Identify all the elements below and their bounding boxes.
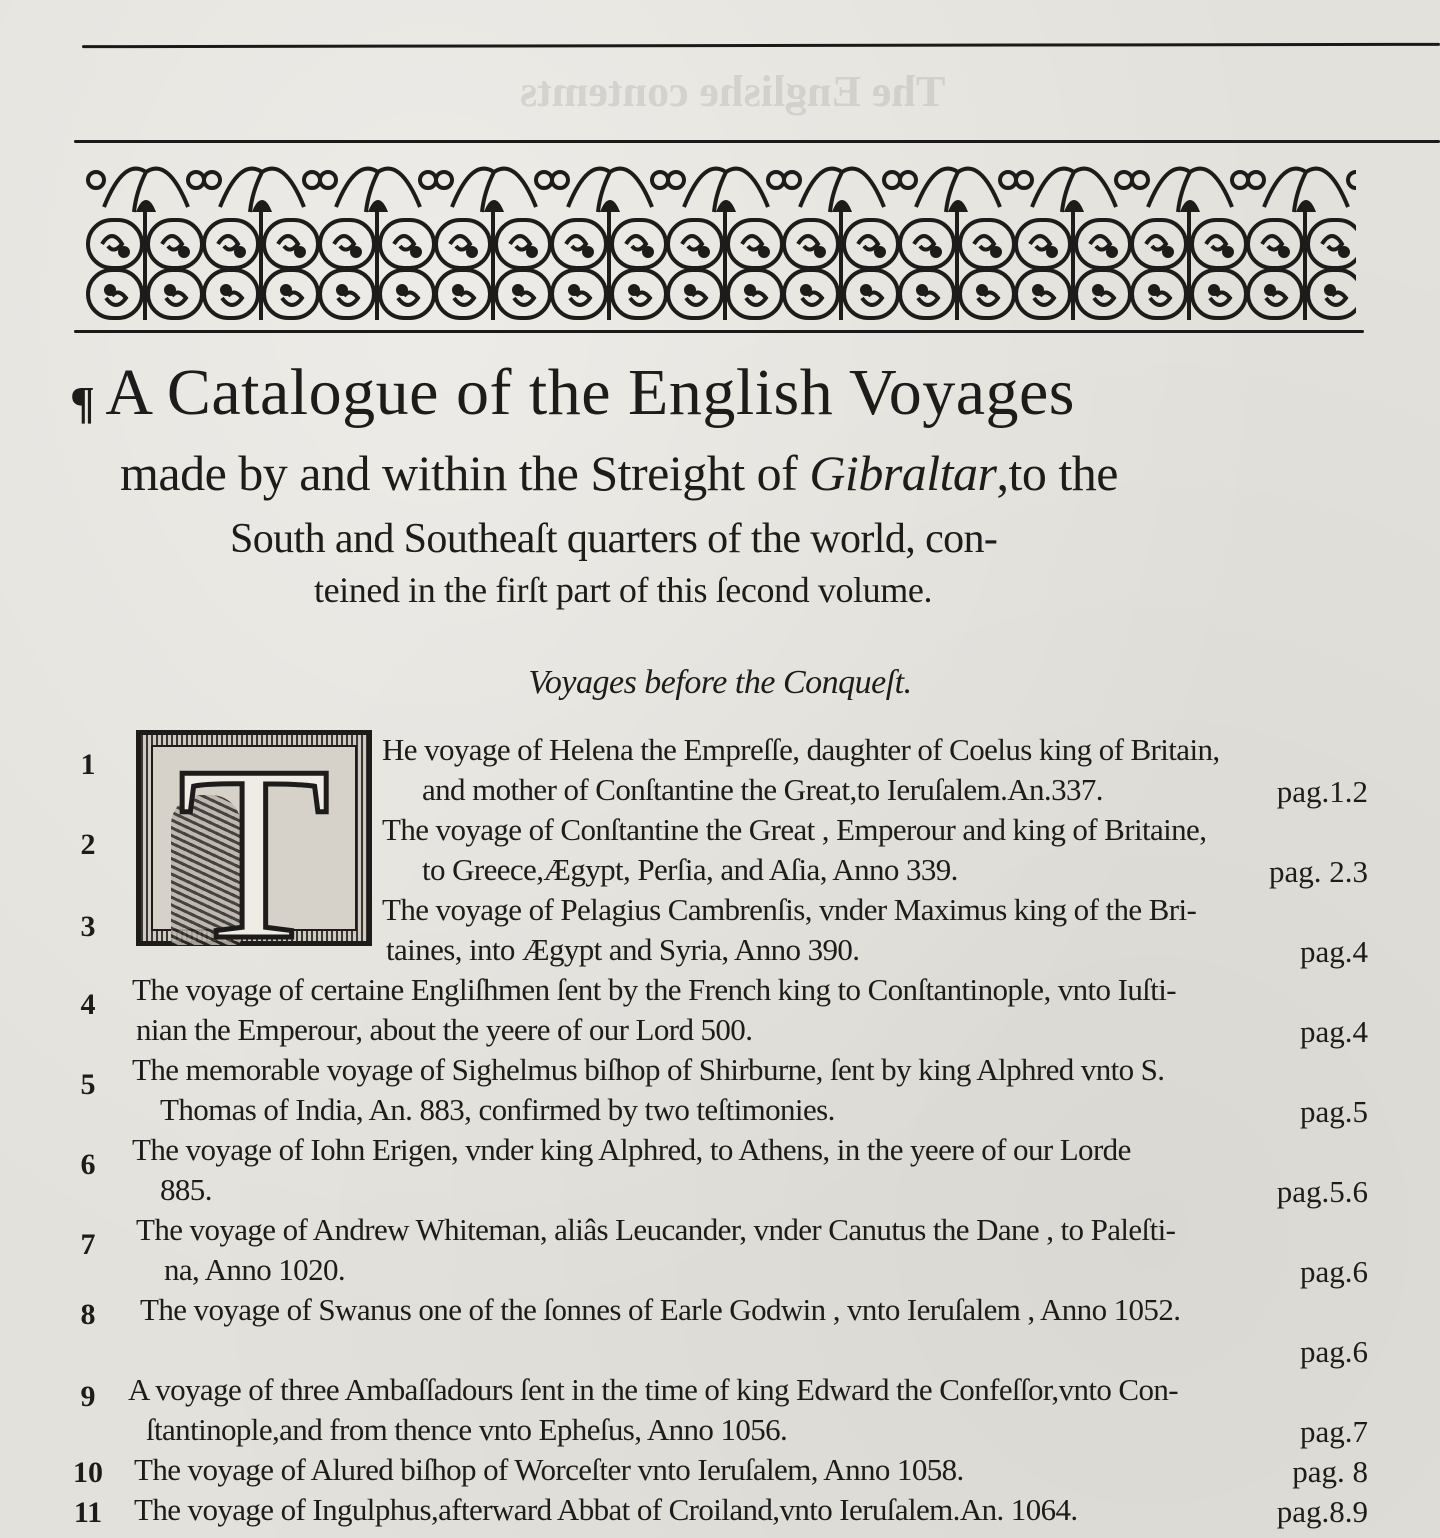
entry-text: to Greece,Ægypt, Perſia, and Aſia, Anno 339. [422,852,958,887]
entry-number: 5 [80,1068,96,1101]
woodcut-drop-cap: T [136,730,372,946]
entry-text: The voyage of Andrew Whiteman, aliâs Leucander, vnder Canutus the Dane , to Paleſti- [136,1212,1176,1247]
entry-text: The voyage of Conſtantine the Great , Emperour and king of Britaine, [382,812,1207,847]
title-line-3: South and Southeaſt quarters of the world, con- [230,516,998,562]
entry-number: 8 [80,1298,96,1331]
entry-text: The voyage of Ingulphus,afterward Abbat of Croiland,vnto Ieruſalem.An. 1064. [134,1492,1078,1527]
page-reference: pag.4 [1299,1014,1368,1049]
page-reference: pag.4 [1299,934,1368,969]
section-heading: Voyages before the Conqueſt. [528,664,912,701]
title-line-1: ¶ A Catalogue of the English Voyages [70,356,1075,429]
entry-text: nian the Emperour, about the yeere of our Lord 500. [136,1012,753,1047]
title-line-4: teined in the firſt part of this ſecond volume. [314,570,933,610]
entry-number: 7 [80,1228,96,1261]
entry-text: and mother of Conſtantine the Great,to Ieruſalem.An.337. [422,772,1103,807]
entry-number: 3 [80,910,96,943]
page-reference: pag.5.6 [1276,1174,1368,1209]
page-reference: pag.8.9 [1276,1494,1368,1529]
entry-text: The voyage of Swanus one of the ſonnes of Earle Godwin , vnto Ieruſalem , Anno 1052. [140,1292,1181,1327]
page-reference: pag.1.2 [1276,774,1368,809]
entry-text: The voyage of Pelagius Cambrenſis, vnder Maximus king of the Bri- [382,892,1197,927]
entry-text: taines, into Ægypt and Syria, Anno 390. [386,932,860,967]
entry-text: A voyage of three Ambaſſadours ſent in the time of king Edward the Confeſſor,vnto Con- [128,1372,1179,1407]
pilcrow-icon: ¶ [70,377,96,428]
entry-number: 6 [80,1148,96,1181]
entry-text: ſtantinople,and from thence vnto Epheſus, Anno 1056. [146,1412,788,1447]
entry-number: 1 [80,748,96,781]
entry-text: He voyage of Helena the Empreſſe, daughter of Coelus king of Britain, [382,732,1220,767]
entry-number: 9 [80,1380,96,1413]
entry-number: 10 [73,1456,103,1489]
page-reference: pag.5 [1299,1094,1368,1129]
entry-text: The voyage of Alured biſhop of Worceſter vnto Ieruſalem, Anno 1058. [134,1452,964,1487]
entry-text: 885. [160,1172,212,1207]
entry-text: na, Anno 1020. [164,1252,346,1287]
show-through-running-head: The Englishe contemts [520,67,946,116]
page-reference: pag. 8 [1292,1454,1368,1489]
entry-number: 2 [80,828,96,861]
entry-text: The voyage of certaine Engliſhmen ſent by the French king to Conſtantinople, vnto Iuſti- [132,972,1176,1007]
entry-text: The memorable voyage of Sighelmus biſhop of Shirburne, ſent by king Alphred vnto S. [132,1052,1165,1087]
entry-number: 4 [80,988,96,1021]
page-reference: pag.6 [1299,1334,1368,1369]
entry-text: The voyage of Iohn Erigen, vnder king Alphred, to Athens, in the yeere of our Lorde [132,1132,1131,1167]
page-reference: pag. 2.3 [1268,854,1368,889]
title-line-2: made by and within the Streight of Gibraltar,to the [120,445,1118,501]
entry-text: Thomas of India, An. 883, confirmed by two teſtimonies. [160,1092,835,1127]
page-reference: pag.6 [1299,1254,1368,1289]
page-reference: pag.7 [1299,1414,1368,1449]
entry-number: 11 [73,1496,103,1529]
